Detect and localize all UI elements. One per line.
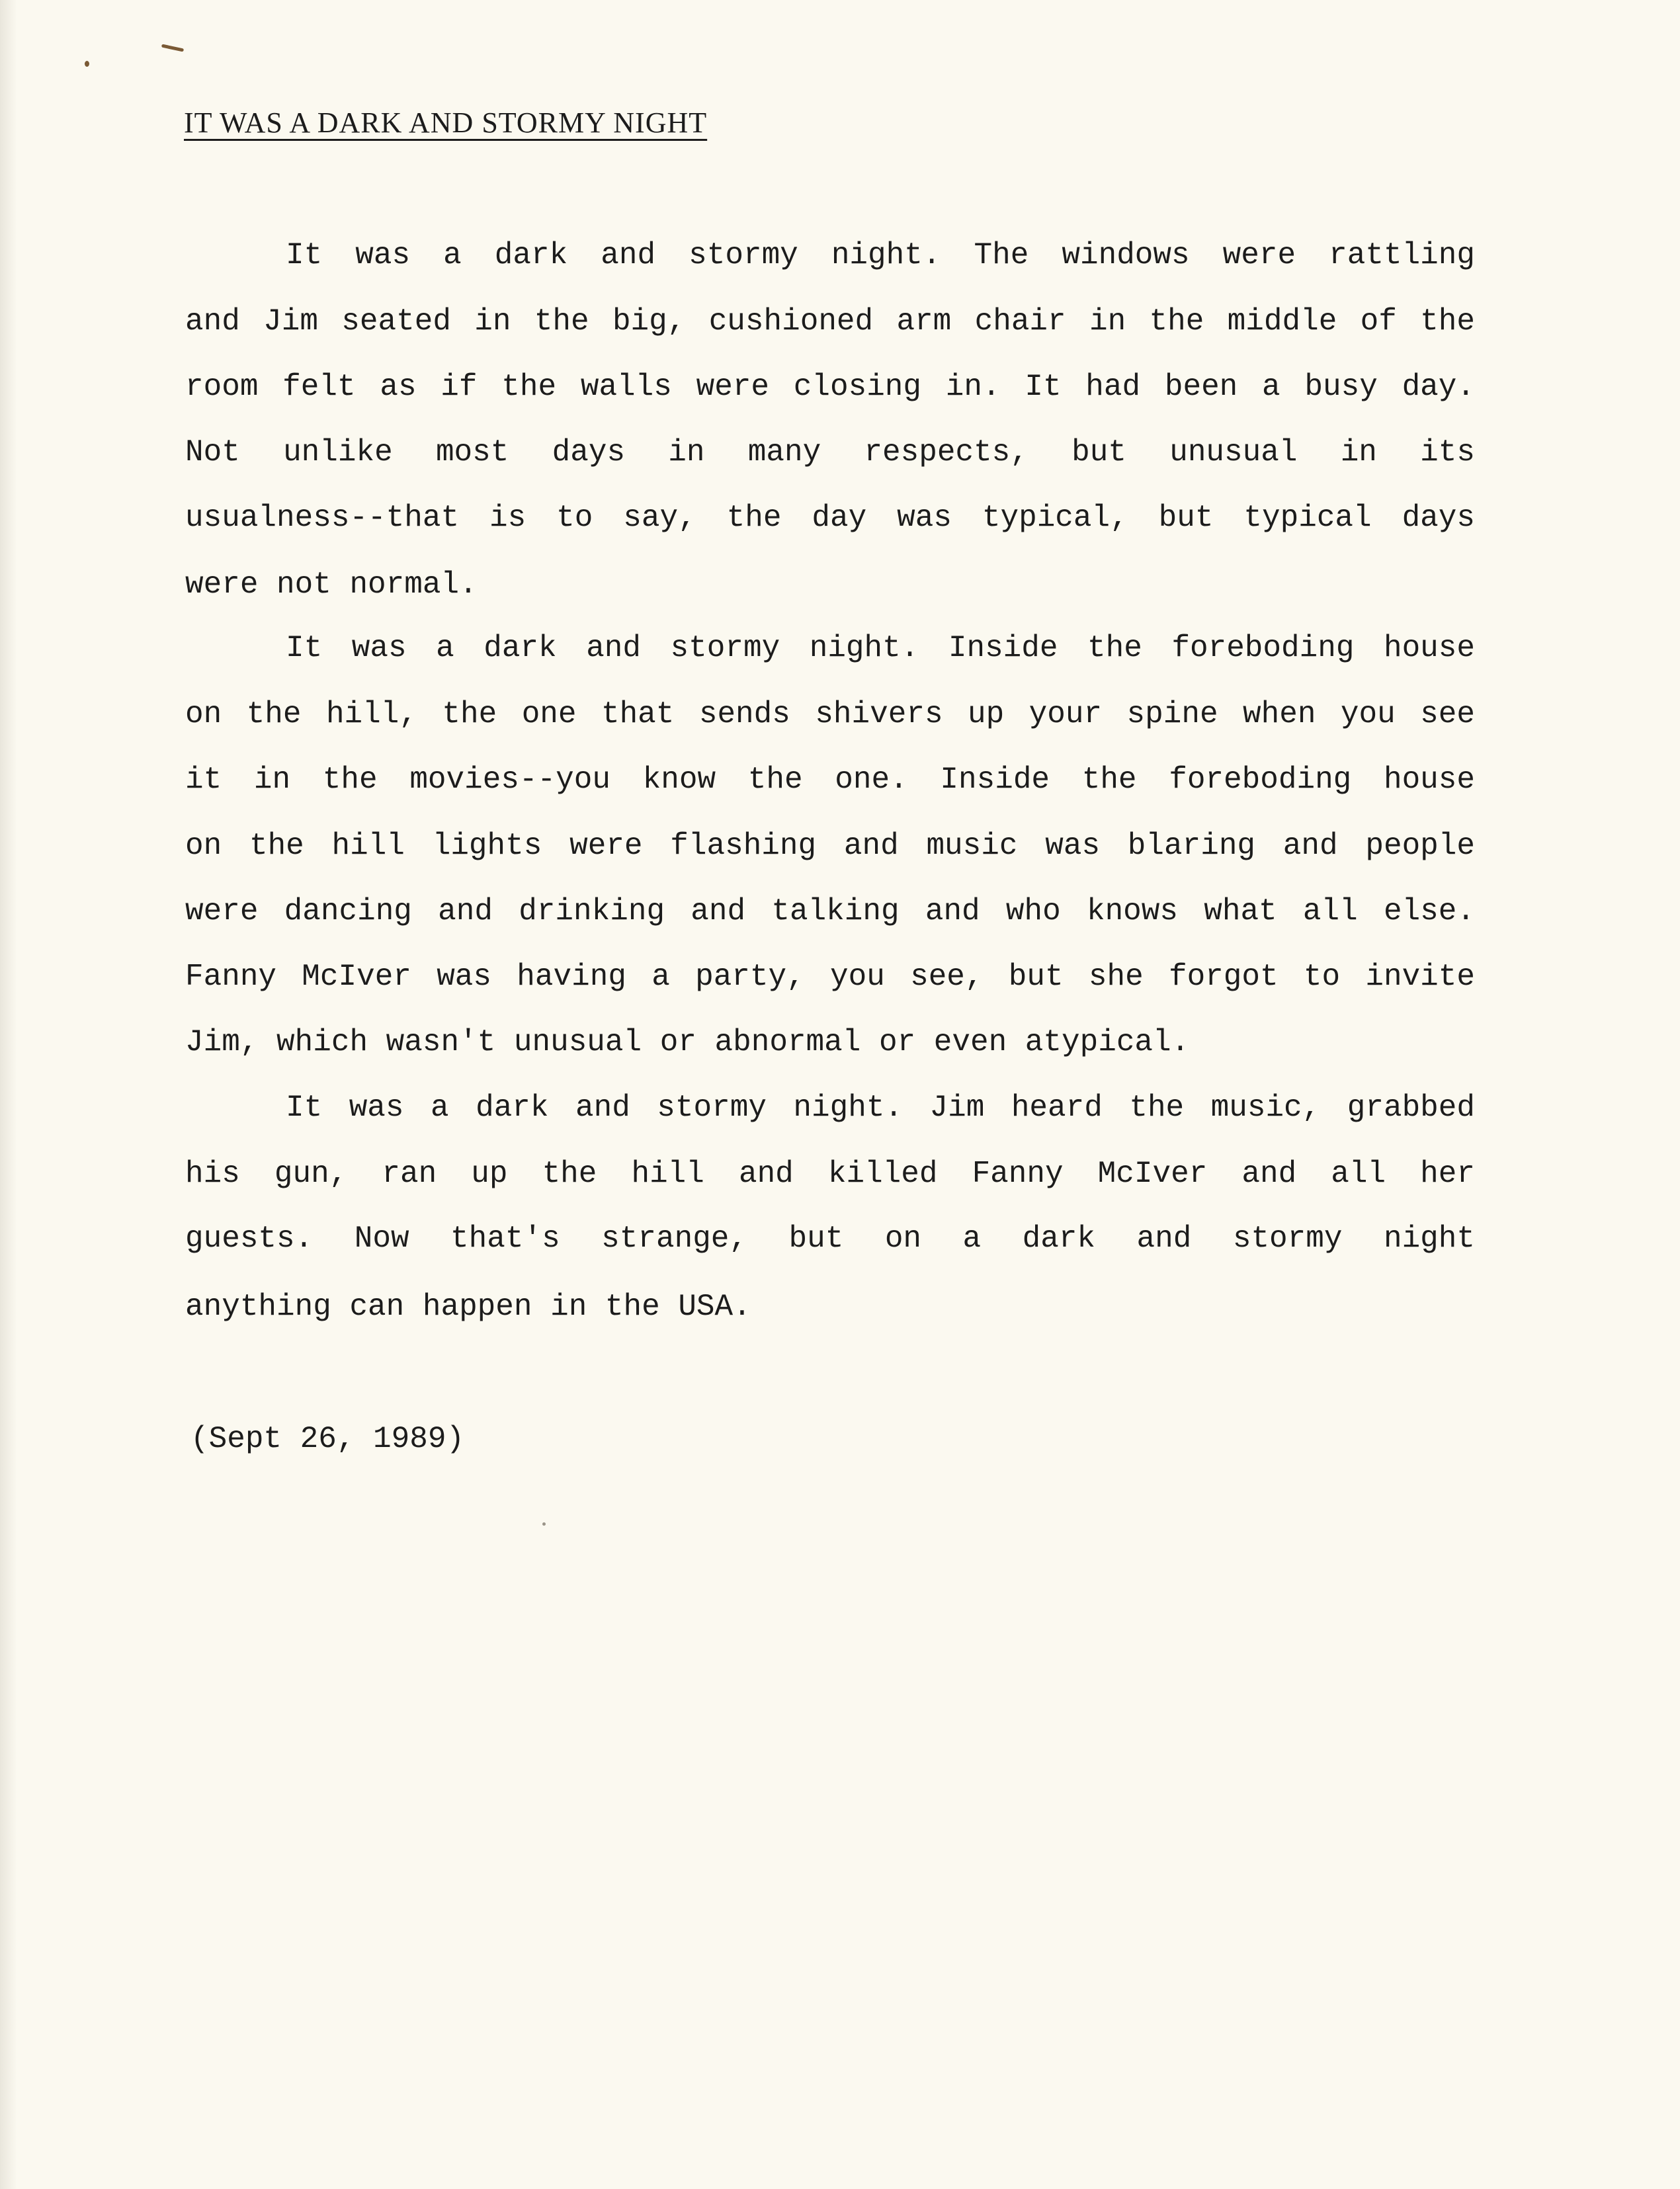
paragraph-line: his gun, ran up the hill and killed Fanny McIver and all her: [185, 1157, 1475, 1191]
paragraph-line: on the hill, the one that sends shivers up your spine when you see: [185, 697, 1475, 731]
document-date: (Sept 26, 1989): [190, 1422, 465, 1456]
paper-speck: [161, 44, 184, 52]
paragraph-line: and Jim seated in the big, cushioned arm chair in the middle of the: [185, 304, 1475, 339]
paragraph-line: anything can happen in the USA.: [185, 1290, 751, 1324]
document-title: IT WAS A DARK AND STORMY NIGHT: [184, 106, 708, 139]
paragraph-line: Not unlike most days in many respects, but unusual in its: [185, 435, 1475, 470]
paragraph-line: It was a dark and stormy night. The windows were rattling: [286, 238, 1475, 272]
paragraph-line: It was a dark and stormy night. Jim heard the music, grabbed: [286, 1091, 1475, 1125]
paragraph-line: were dancing and drinking and talking and who knows what all else.: [185, 894, 1475, 929]
paragraph-line: room felt as if the walls were closing in. It had been a busy day.: [185, 370, 1475, 404]
paragraph-line: guests. Now that's strange, but on a dark and stormy night: [185, 1221, 1475, 1256]
page-edge-shadow: [0, 0, 17, 2189]
paragraph-line: usualness--that is to say, the day was typical, but typical days: [185, 501, 1475, 535]
paragraph-line: Jim, which wasn't unusual or abnormal or even atypical.: [185, 1025, 1190, 1059]
paper-speck: [85, 61, 89, 67]
paragraph-line: on the hill lights were flashing and music was blaring and people: [185, 829, 1475, 863]
paper-speck: [542, 1522, 546, 1526]
paragraph-line: Fanny McIver was having a party, you see, but she forgot to invite: [185, 960, 1475, 994]
paragraph-line: were not normal.: [185, 567, 478, 602]
paragraph-line: it in the movies--you know the one. Inside the foreboding house: [185, 763, 1475, 797]
paragraph-line: It was a dark and stormy night. Inside the foreboding house: [286, 631, 1475, 665]
